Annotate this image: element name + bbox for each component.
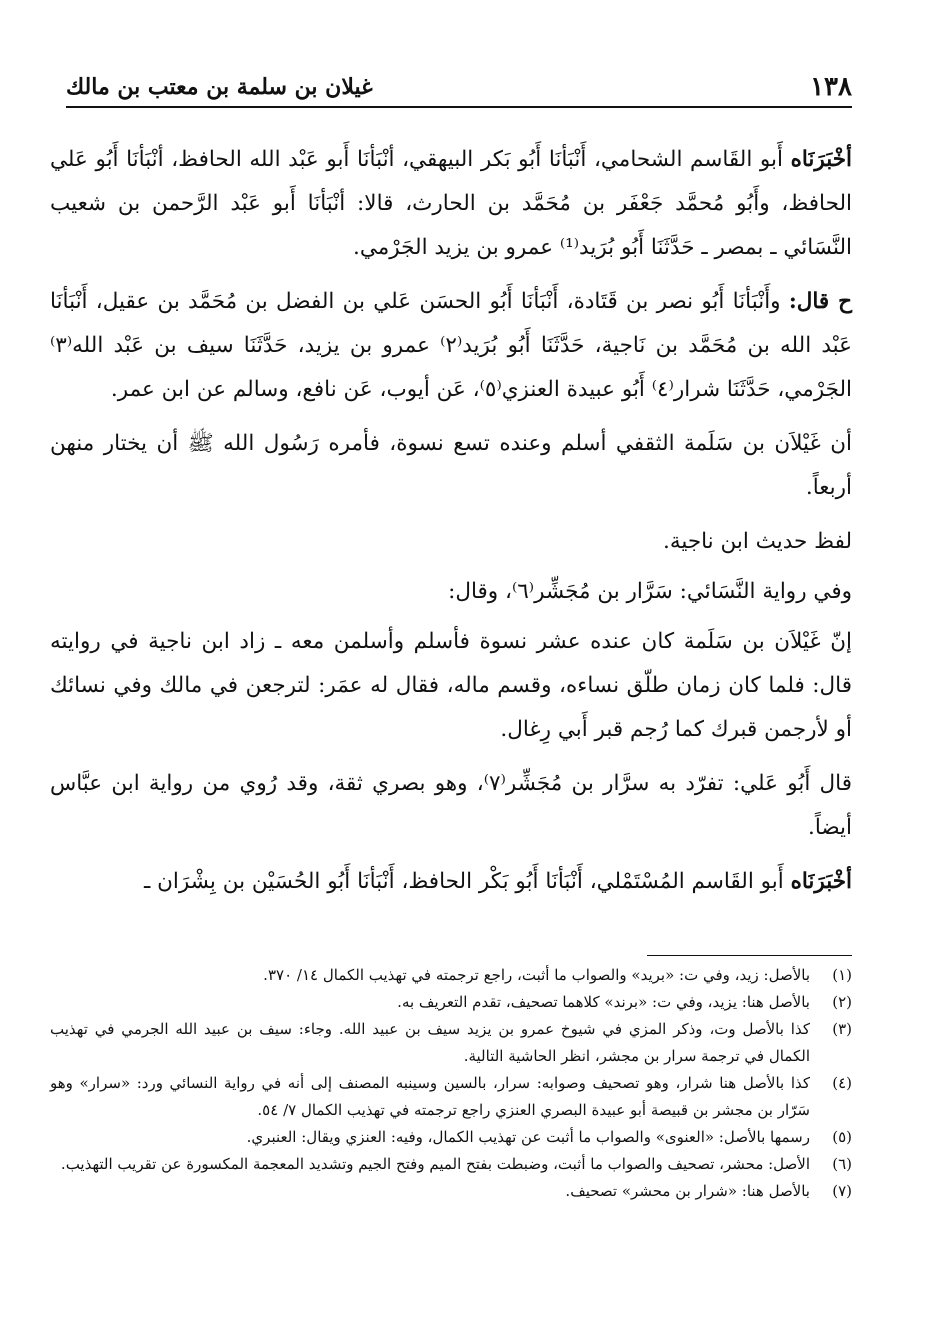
running-title: غيلان بن سلمة بن معتب بن مالك	[66, 74, 373, 100]
paragraph	[50, 570, 852, 614]
footnote	[50, 1178, 852, 1205]
footnote-text: بالأصل هنا: يزيد، وفي ت: «برند» كلاهما تصحيف، تقدم التعريف به.	[397, 993, 810, 1011]
footnote-text: بالأصل هنا: «شرار بن محشر» تصحيف.	[565, 1182, 810, 1200]
paragraph-text: قال أَبُو عَلي: تفرّد به سرَّار بن مُجَشِّر⁽٧⁾، وهو بصري ثقة، وقد رُوي من رواية ابن عبَّاس أيضاً.	[50, 771, 852, 840]
main-text	[50, 138, 852, 914]
paragraph-text: أَبو القَاسم المُسْتَمْلي، أَنْبَأنَا أَبُو بَكْر الحافظ، أَنْبَأنَا أَبُو الحُسَيْن بن بِشْرَان ـ	[143, 869, 784, 894]
page-number: ١٣٨	[810, 72, 852, 102]
footnote-number: (٦)	[832, 1155, 852, 1173]
paragraph	[50, 762, 852, 850]
footnote	[50, 1070, 852, 1124]
footnote	[50, 1124, 852, 1151]
footnote-divider	[647, 955, 852, 956]
paragraph	[50, 520, 852, 564]
footnote-number: (٤)	[832, 1074, 852, 1092]
paragraph	[50, 422, 852, 510]
footnote-text: الأصل: محشر، تصحيف والصواب ما أثبت، وضبطت بفتح الميم وفتح الجيم وتشديد المعجمة المكسورة عن تقريب التهذيب.	[60, 1155, 810, 1173]
paragraph	[50, 280, 852, 412]
footnote-text: كذا بالأصل هنا شرار، وهو تصحيف وصوابه: سرار، بالسين وسينبه المصنف إلى أنه في رواية النسائي ورد: «سرار» وهو سَرّار بن مجشر بن قبيصة أبو عبيدة البصري العنزي راجع ترجمته في تهذيب الكمال ٧/ ٥٤.	[50, 1074, 810, 1119]
paragraph-text: وفي رواية النَّسَائي: سَرَّار بن مُجَشِّر⁽٦⁾، وقال:	[448, 579, 852, 604]
paragraph	[50, 860, 852, 904]
footnotes	[50, 962, 852, 1205]
footnote	[50, 1016, 852, 1070]
footnote-number: (٥)	[832, 1128, 852, 1146]
paragraph-text: إنّ غَيْلاَن بن سَلَمة كان عنده عشر نسوة فأسلم وأسلمن معه ـ زاد ابن ناجية في روايته قال: فلما كان زمان طلّق نساءه، وقسم ماله، فقال له عمَر: لترجعن في مالك وفي نسائك أو لأرجمن قبرك كما رُجم قبر أَبي رِغال.	[50, 629, 852, 742]
footnote	[50, 989, 852, 1016]
footnote	[50, 962, 852, 989]
paragraph-text: أن غَيْلاَن بن سَلَمة الثقفي أسلم وعنده تسع نسوة، فأمره رَسُول الله ﷺ أن يختار منهن أربعاً.	[50, 431, 852, 500]
page-header	[66, 68, 852, 108]
paragraph-text: لفظ حديث ابن ناجية.	[662, 529, 852, 554]
footnote	[50, 1151, 852, 1178]
footnote-text: رسمها بالأصل: «العنوى» والصواب ما أثبت عن تهذيب الكمال، وفيه: العنزي ويقال: العنبري.	[246, 1128, 810, 1146]
paragraph	[50, 138, 852, 270]
footnote-text: بالأصل: زيد، وفي ت: «بريد» والصواب ما أثبت، راجع ترجمته في تهذيب الكمال ١٤/ ٣٧٠.	[263, 966, 810, 984]
paragraph	[50, 620, 852, 752]
footnote-number: (٣)	[832, 1020, 852, 1038]
footnote-text: كذا بالأصل وت، وذكر المزي في شيوخ عمرو بن يزيد سيف بن عبيد الله. وجاء: سيف بن عبيد الله الجرمي في تهذيب الكمال في ترجمة سرار بن مجشر، انظر الحاشية التالية.	[50, 1020, 810, 1065]
footnote-number: (١)	[832, 966, 852, 984]
paragraph-lead: ح قال:	[788, 289, 852, 314]
paragraph-text: أَبو القَاسم الشحامي، أَنْبَأنَا أَبُو بَكر البيهقي، أنْبَأنَا أَبو عَبْد الله الحافظ، أنْبَأنَا أَبُو عَلي الحافظ، وأَبُو مُحمَّد جَعْفَر بن مُحَمَّد بن الحارث، قالا: أنْبَأنَا أَبو عَبْد الرَّحمن بن شعيب النَّسَائي ـ بمصر ـ حَدَّثَنَا أَبُو بُرَيد⁽¹⁾ عمرو بن يزيد الجَرْمي.	[50, 147, 852, 260]
footnote-number: (٧)	[832, 1182, 852, 1200]
paragraph-lead: أخْبَرَنَاه	[790, 147, 852, 172]
footnote-number: (٢)	[832, 993, 852, 1011]
paragraph-lead: أخْبَرَنَاه	[790, 869, 852, 894]
paragraph-text: وأَنْبَأنَا أَبُو نصر بن قَتَادة، أَنْبَأنَا أَبُو الحسَن عَلي بن الفضل بن مُحَمَّد بن عقيل، أَنْبَأنَا عَبْد الله بن مُحَمَّد بن نَاجية، حَدَّثَنَا أَبُو بُرَيد⁽٢⁾ عمرو بن يزيد، حَدَّثَنَا سيف بن عَبْد الله⁽٣⁾ الجَرْمي، حَدَّثَنَا شرار⁽٤⁾ أَبُو عبيدة العنزي⁽٥⁾، عَن أيوب، عَن نافع، وسالم عن ابن عمر.	[50, 289, 852, 402]
